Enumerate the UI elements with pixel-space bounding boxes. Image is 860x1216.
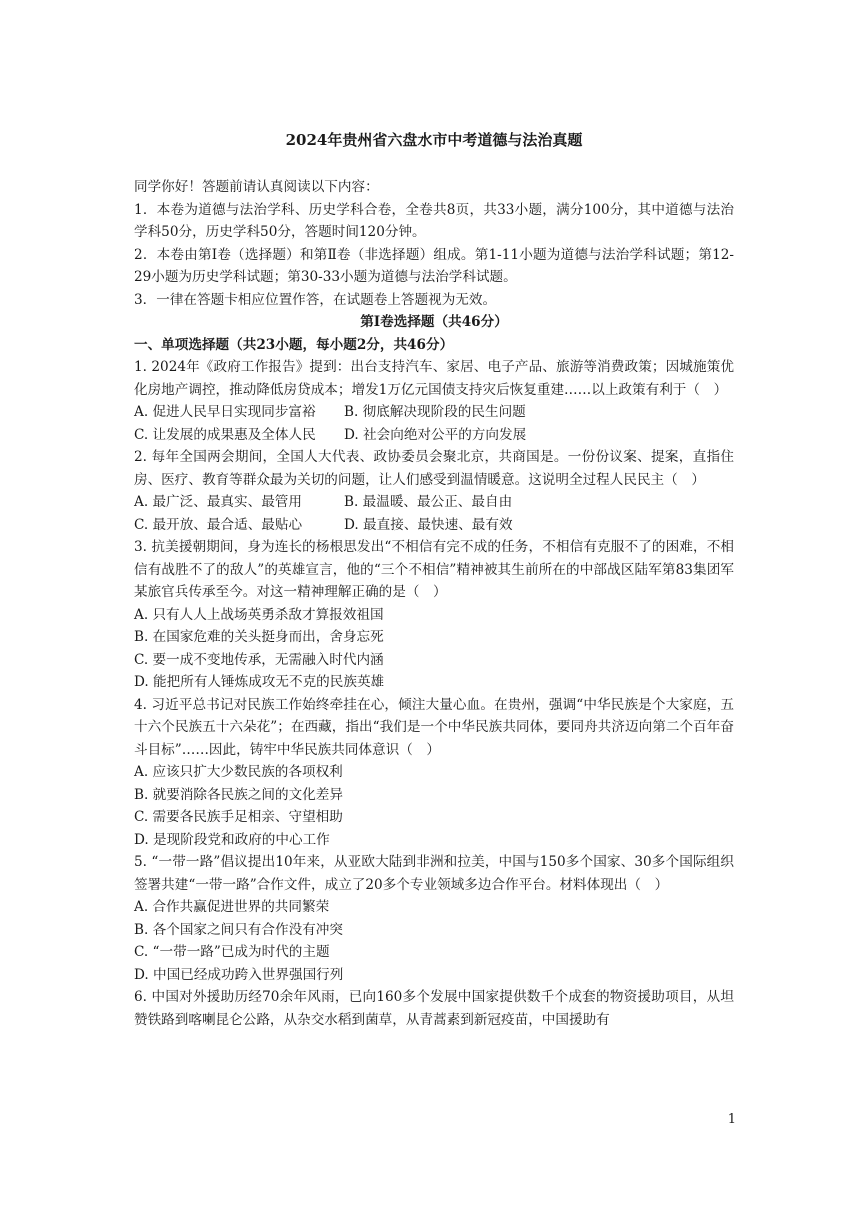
option-row: [134, 424, 734, 447]
section-title: 第Ⅰ卷选择题（共46分）: [360, 314, 508, 330]
answer-option: B. 就要消除各民族之间的文化差异: [134, 786, 343, 803]
answer-option: B. 最温暖、最公正、最自由: [344, 494, 513, 510]
answer-option: A. 只有人人上战场英勇杀敌才算报效祖国: [134, 606, 384, 623]
answer-option: D. 社会向绝对公平的方向发展: [344, 426, 527, 443]
instructions: [134, 176, 734, 311]
answer-option: D. 能把所有人锤炼成攻无不克的民族英雄: [134, 674, 385, 690]
question-stem: 1. 2024年《政府工作报告》提到：出台支持汽车、家居、电子产品、旅游等消费政策；因城施策优化房地产调控，推动降低房贷成本；增发1万亿元国债支持灾后恢复重建……以上政策有利于（ ）: [134, 359, 734, 398]
answer-option: B. 在国家危难的关头挺身而出，舍身忘死: [134, 629, 384, 645]
question-stem: 3. 抗美援朝期间，身为连长的杨根思发出“不相信有完不成的任务，不相信有克服不了的困难，不相信有战胜不了的敌人”的英雄宣言，他的“三个不相信”精神被其生前所在的中部战区陆军第83集团军某旅官兵传承至今。对这一精神理解正确的是（ ）: [134, 539, 734, 600]
answer-option: B. 各个国家之间只有合作没有冲突: [134, 921, 343, 938]
question-stem: 6. 中国对外援助历经70余年风雨，已向160多个发展中国家提供数千个成套的物资援助项目，从坦赞铁路到喀喇昆仑公路，从杂交水稻到菌草，从青蒿素到新冠疫苗，中国援助有: [134, 989, 734, 1028]
answer-option: B. 彻底解决现阶段的民生问题: [344, 404, 526, 420]
question-3: [134, 536, 734, 694]
answer-option: C. 要一成不变地传承，无需融入时代内涵: [134, 651, 384, 668]
instruction-item: 3．一律在答题卡相应位置作答，在试题卷上答题视为无效。: [134, 291, 497, 308]
question-1: [134, 356, 734, 446]
answer-option: C. 最开放、最合适、最贴心: [134, 516, 303, 533]
instructions-greeting: 同学你好！答题前请认真阅读以下内容：: [134, 179, 379, 195]
question-stem: 4. 习近平总书记对民族工作始终牵挂在心，倾注大量心血。在贵州，强调“中华民族是个大家庭，五十六个民族五十六朵花”；在西藏，指出“我们是一个中华民族共同体，要同舟共济迈向第二个百年奋斗目标”……因此，铸牢中华民族共同体意识（ ）: [134, 696, 734, 758]
page-content: [134, 128, 734, 1031]
answer-option: A. 促进人民早日实现同步富裕: [134, 404, 316, 420]
instruction-item: 2．本卷由第Ⅰ卷（选择题）和第Ⅱ卷（非选择题）组成。第1-11小题为道德与法治学科试题；第12-29小题为历史学科试题；第30-33小题为道德与法治学科试题。: [134, 246, 734, 285]
part-title: 一、单项选择题（共23小题，每小题2分，共46分）: [134, 336, 454, 353]
question-2: [134, 446, 734, 536]
page-title: 2024年贵州省六盘水市中考道德与法治真题: [285, 131, 583, 149]
answer-option: A. 合作共赢促进世界的共同繁荣: [134, 899, 330, 915]
option-row: [134, 491, 734, 514]
option-row: [134, 514, 734, 537]
answer-option: C. 让发展的成果惠及全体人民: [134, 426, 316, 443]
answer-option: C. 需要各民族手足相亲、守望相助: [134, 809, 343, 825]
question-list: [134, 356, 734, 1031]
answer-option: D. 中国已经成功跨入世界强国行列: [134, 966, 344, 983]
question-6: [134, 986, 734, 1031]
answer-option: D. 是现阶段党和政府的中心工作: [134, 831, 330, 848]
question-4: [134, 694, 734, 852]
answer-option: D. 最直接、最快速、最有效: [344, 516, 513, 533]
question-5: [134, 851, 734, 986]
answer-option: A. 最广泛、最真实、最管用: [134, 494, 302, 510]
page-number: 1: [727, 1112, 736, 1127]
instruction-item: 1．本卷为道德与法治学科、历史学科合卷，全卷共8页，共33小题，满分100分，其中道德与法治学科50分，历史学科50分，答题时间120分钟。: [134, 201, 734, 240]
answer-option: A. 应该只扩大少数民族的各项权利: [134, 764, 343, 780]
question-stem: 2. 每年全国两会期间，全国人大代表、政协委员会聚北京，共商国是。一份份议案、提案，直指住房、医疗、教育等群众最为关切的问题，让人们感受到温情暖意。这说明全过程人民民主（ ）: [134, 449, 734, 488]
question-stem: 5. “一带一路”倡议提出10年来，从亚欧大陆到非洲和拉美，中国与150多个国家、30多个国际组织签署共建“一带一路”合作文件，成立了20多个专业领域多边合作平台。材料体现出（ ）: [134, 854, 734, 893]
option-row: [134, 401, 734, 424]
answer-option: C. “一带一路”已成为时代的主题: [134, 944, 330, 960]
